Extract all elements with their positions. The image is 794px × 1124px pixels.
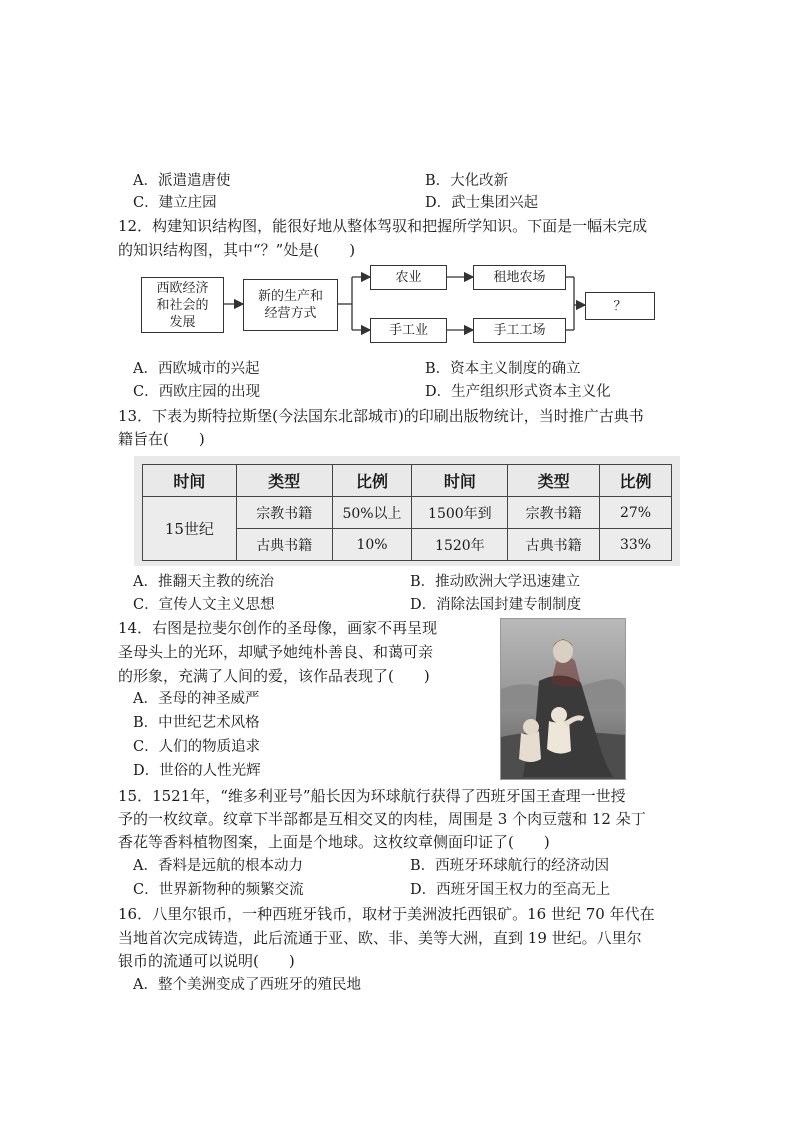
- q15-option-a: A．香料是远航的根本动力: [133, 858, 303, 874]
- table-header-row: [143, 465, 672, 497]
- q11-option-c: C．建立庄园: [133, 195, 217, 211]
- q15-option-b: B．西班牙环球航行的经济动因: [410, 858, 610, 874]
- header-type-1: 类型: [236, 465, 332, 497]
- box1-line3: 发展: [169, 314, 196, 330]
- q14-option-a: A．圣母的神圣威严: [133, 691, 260, 707]
- q13-option-a: A．推翻天主教的统治: [133, 574, 274, 590]
- table-row: [143, 497, 672, 529]
- q15-stem-line1: 15．1521年，“维多利亚号”船长因为环球航行获得了西班牙国王查理一世授: [118, 787, 626, 805]
- q14-option-b: B．中世纪艺术风格: [133, 715, 260, 731]
- q13-stem-line2: 籍旨在( ): [118, 430, 205, 448]
- cell-type: 宗教书籍: [236, 497, 332, 529]
- period-1500-1520-line1: 1500年到: [412, 497, 508, 529]
- diagram-box-handcraft: 手工业: [370, 318, 447, 343]
- period-1500-1520-line2: 1520年: [412, 529, 508, 561]
- q13-option-b: B．推动欧洲大学迅速建立: [410, 574, 581, 590]
- cell-ratio: 10%: [332, 529, 412, 561]
- header-type-2: 类型: [508, 465, 600, 497]
- diagram-box-question: ？: [585, 292, 655, 320]
- madonna-painting-illustration: [501, 619, 625, 779]
- cell-type: 古典书籍: [236, 529, 332, 561]
- cell-ratio: 27%: [600, 497, 672, 529]
- q12-option-a: A．西欧城市的兴起: [133, 361, 260, 377]
- q14-stem-line1: 14．右图是拉斐尔创作的圣母像，画家不再呈现: [118, 619, 438, 637]
- q14-stem-line2: 圣母头上的光环，却赋予她纯朴善良、和蔼可亲: [118, 643, 434, 661]
- q14-stem-line3: 的形象，充满了人间的爱，该作品表现了( ): [118, 667, 430, 685]
- q12-option-c: C．西欧庄园的出现: [133, 384, 261, 400]
- q14-option-d: D．世俗的人性光辉: [133, 763, 261, 779]
- q12-option-b: B．资本主义制度的确立: [425, 361, 581, 377]
- diagram-box-lease-farm: 租地农场: [473, 265, 566, 290]
- q13-option-d: D．消除法国封建专制制度: [410, 597, 582, 613]
- q13-option-c: C．宣传人文主义思想: [133, 597, 275, 613]
- q14-option-c: C．人们的物质追求: [133, 739, 261, 755]
- header-ratio-1: 比例: [332, 465, 412, 497]
- cell-ratio: 33%: [600, 529, 672, 561]
- q12-stem-line1: 12．构建知识结构图，能很好地从整体驾驭和把握所学知识。下面是一幅未完成: [118, 217, 648, 235]
- print-statistics-table-container: [134, 456, 680, 566]
- period-15th-century: 15世纪: [143, 497, 237, 561]
- madonna-painting-image: [500, 618, 626, 780]
- box1-line2: 和社会的: [156, 297, 209, 313]
- q16-option-a: A．整个美洲变成了西班牙的殖民地: [133, 977, 361, 993]
- box2-line1: 新的生产和: [257, 289, 323, 304]
- cell-type: 古典书籍: [508, 529, 600, 561]
- print-statistics-table: [142, 464, 672, 561]
- q11-option-b: B．大化改新: [425, 173, 509, 189]
- header-ratio-2: 比例: [600, 465, 672, 497]
- q16-stem-line2: 当地首次完成铸造，此后流通于亚、欧、非、美等大洲，直到 19 世纪。八里尔: [118, 929, 642, 947]
- header-time-2: 时间: [412, 465, 508, 497]
- diagram-box-agriculture: 农业: [370, 265, 447, 290]
- q15-option-d: D．西班牙国王权力的至高无上: [410, 882, 611, 898]
- diagram-box-west-europe-economy: [141, 277, 224, 333]
- q12-stem-line2: 的知识结构图，其中“？”处是( ): [118, 241, 356, 259]
- q11-option-d: D．武士集团兴起: [425, 195, 539, 211]
- q11-option-a: A．派遣遣唐使: [133, 173, 231, 189]
- diagram-box-new-production: [243, 279, 338, 331]
- box2-line2: 经营方式: [264, 306, 317, 321]
- q16-stem-line3: 银币的流通可以说明( ): [118, 952, 295, 970]
- q16-stem-line1: 16．八里尔银币，一种西班牙钱币，取材于美洲波托西银矿。16 世纪 70 年代在: [118, 905, 655, 923]
- q15-option-c: C．世界新物种的频繁交流: [133, 882, 304, 898]
- cell-type: 宗教书籍: [508, 497, 600, 529]
- box1-line1: 西欧经济: [156, 280, 209, 296]
- q13-stem-line1: 13．下表为斯特拉斯堡(今法国东北部城市)的印刷出版物统计，当时推广古典书: [118, 407, 644, 425]
- q15-stem-line3: 香花等香料植物图案，上面是个地球。这枚纹章侧面印证了( ): [118, 833, 550, 851]
- q12-option-d: D．生产组织形式资本主义化: [425, 384, 611, 400]
- cell-ratio: 50%以上: [332, 497, 412, 529]
- q15-stem-line2: 予的一枚纹章。纹章下半部都是互相交叉的肉桂，周围是 3 个肉豆蔻和 12 朵丁: [118, 810, 646, 828]
- diagram-box-workshop: 手工工场: [473, 318, 566, 343]
- header-time-1: 时间: [143, 465, 237, 497]
